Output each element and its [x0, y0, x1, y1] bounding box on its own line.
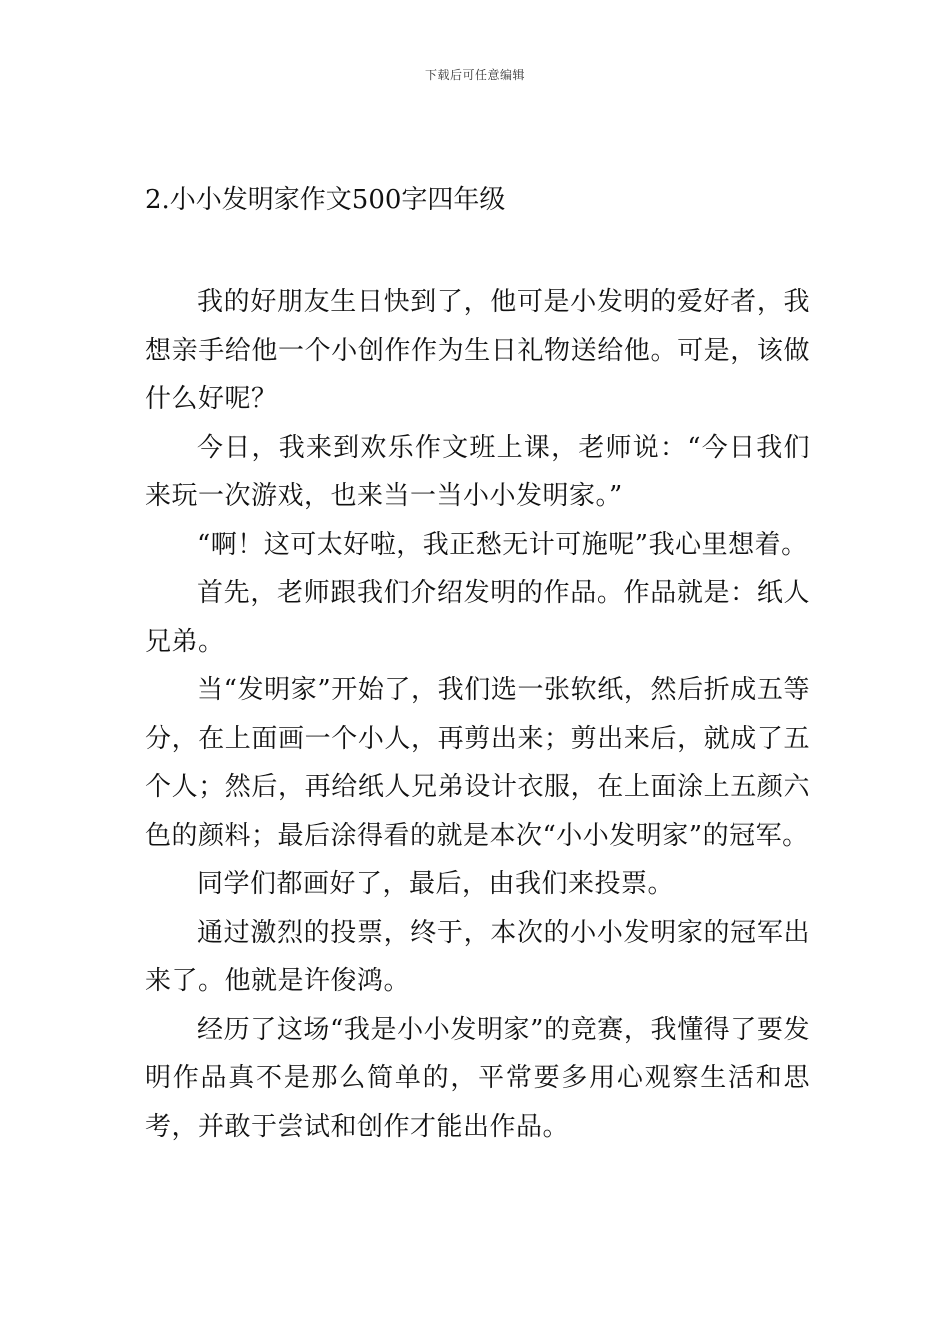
document-title: 2.小小发明家作文500字四年级 [145, 185, 506, 215]
document-body [145, 278, 810, 1151]
paragraph: 经历了这场“我是小小发明家”的竞赛，我懂得了要发明作品真不是那么简单的，平常要多用心观察生活和思考，并敢于尝试和创作才能出作品。 [145, 1014, 810, 1142]
paragraph: 当“发明家”开始了，我们选一张软纸，然后折成五等分，在上面画一个小人，再剪出来；剪出来后，就成了五个人；然后，再给纸人兄弟设计衣服，在上面涂上五颜六色的颜料；最后涂得看的就是本次“小小发明家”的冠军。 [145, 675, 810, 851]
paragraph: 通过激烈的投票，终于，本次的小小发明家的冠军出来了。他就是许俊鸿。 [145, 917, 810, 996]
paragraph: 同学们都画好了，最后，由我们来投票。 [197, 869, 675, 899]
header-note: 下载后可任意编辑 [424, 68, 525, 82]
paragraph: “啊！这可太好啦，我正愁无计可施呢”我心里想着。 [197, 529, 808, 560]
paragraph: 今日，我来到欢乐作文班上课，老师说：“今日我们来玩一次游戏，也来当一当小小发明家。” [145, 432, 810, 511]
paragraph: 首先，老师跟我们介绍发明的作品。作品就是：纸人兄弟。 [145, 578, 810, 657]
paragraph: 我的好朋友生日快到了，他可是小发明的爱好者，我想亲手给他一个小创作作为生日礼物送给他。可是，该做什么好呢？ [145, 287, 810, 414]
